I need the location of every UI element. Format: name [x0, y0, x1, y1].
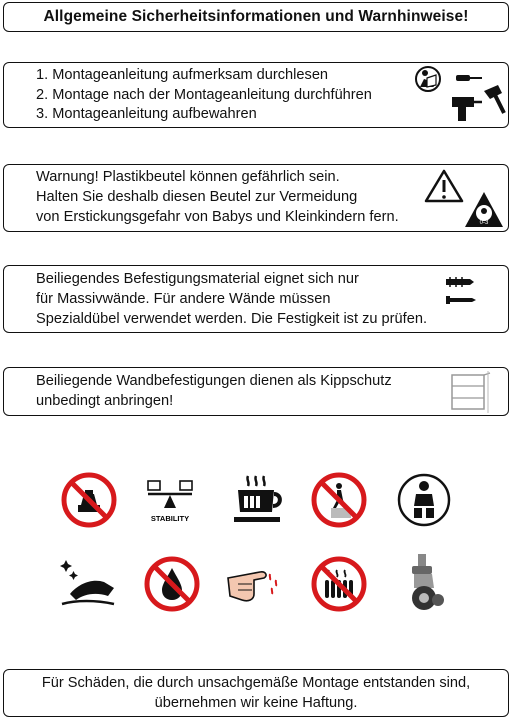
montage-box: [3, 62, 509, 128]
warning-line-3: von Erstickungsgefahr von Babys und Kleinkindern fern.: [36, 209, 399, 225]
tipping-line-2: unbedingt anbringen!: [36, 393, 174, 409]
age-badge: 0-3: [479, 220, 489, 226]
tools-icon: [412, 65, 508, 125]
warning-line-2: Halten Sie deshalb diesen Beutel zur Vermeidung: [36, 189, 358, 205]
fastening-line-1: Beiliegendes Befestigungsmaterial eignet sich nur: [36, 271, 359, 287]
hot-drink-icon: [230, 472, 284, 526]
no-heavy-weight-icon: [61, 472, 117, 528]
caster-wheel-icon: [402, 552, 446, 614]
warning-box: [3, 164, 509, 232]
footer-box: [3, 669, 509, 717]
wipe-clean-icon: [58, 556, 118, 610]
title-box: [3, 2, 509, 32]
fastening-box: [3, 265, 509, 333]
tipping-box: [3, 367, 509, 416]
no-sitting-icon: [396, 472, 452, 528]
screw-dowel-icon: [444, 274, 480, 306]
wall-anchor-shelf-icon: [448, 371, 492, 413]
age-warning-icon: [464, 191, 504, 229]
page-title: Allgemeine Sicherheitsinformationen und Warnhinweise!: [43, 8, 469, 25]
stability-label: STABILITY: [150, 514, 190, 523]
stability-scale-icon: [145, 477, 195, 525]
tipping-line-1: Beiliegende Wandbefestigungen dienen als Kippschutz: [36, 373, 392, 389]
montage-item-2: 2. Montage nach der Montageanleitung durchführen: [36, 87, 372, 103]
fastening-line-2: für Massivwände. Für andere Wände müssen: [36, 291, 331, 307]
fastening-line-3: Spezialdübel verwendet werden. Die Festigkeit ist zu prüfen.: [36, 311, 427, 327]
montage-item-1: 1. Montageanleitung aufmerksam durchlesen: [36, 67, 329, 83]
footer-line-2: übernehmen wir keine Haftung.: [154, 695, 358, 711]
no-liquid-icon: [144, 556, 200, 612]
montage-item-3: 3. Montageanleitung aufbewahren: [36, 106, 257, 122]
no-climbing-icon: [311, 472, 367, 528]
no-heat-radiator-icon: [311, 556, 367, 612]
footer-line-1: Für Schäden, die durch unsachgemäße Montage entstanden sind,: [41, 675, 471, 691]
sharp-edge-finger-icon: [224, 560, 288, 608]
warning-line-1: Warnung! Plastikbeutel können gefährlich sein.: [36, 169, 340, 185]
